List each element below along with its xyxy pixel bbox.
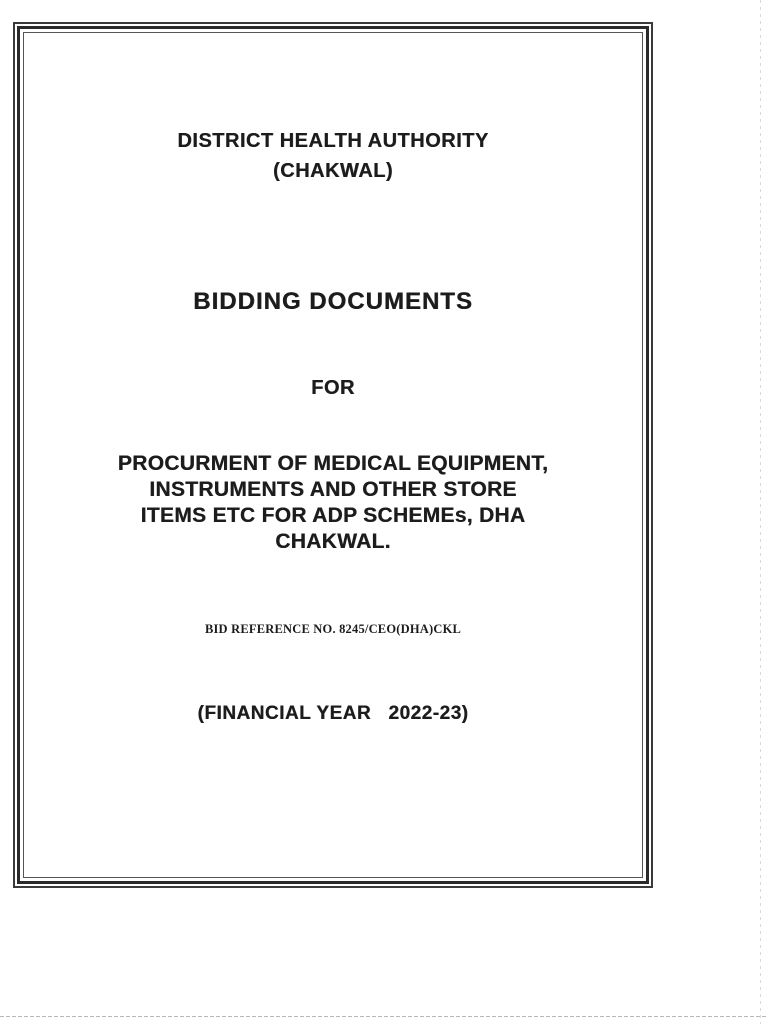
subject-line-2: INSTRUMENTS AND OTHER STORE xyxy=(149,478,517,501)
authority-name: DISTRICT HEALTH AUTHORITY xyxy=(177,130,489,152)
authority-location: (CHAKWAL) xyxy=(272,160,394,182)
subject-line-3: ITEMS ETC FOR ADP SCHEMEs, DHA xyxy=(140,504,526,527)
subject-line-1: PROCURMENT OF MEDICAL EQUIPMENT, xyxy=(117,452,549,475)
connector-for: FOR xyxy=(311,377,355,399)
subject-line-4: CHAKWAL. xyxy=(275,530,391,553)
bid-reference: BID REFERENCE NO. 8245/CEO(DHA)CKL xyxy=(204,622,462,636)
scan-artifact-vertical xyxy=(760,0,761,1024)
scan-artifact-horizontal xyxy=(0,1016,768,1017)
financial-year: (FINANCIAL YEAR 2022-23) xyxy=(197,703,469,724)
document-type-heading: BIDDING DOCUMENTS xyxy=(193,288,473,315)
